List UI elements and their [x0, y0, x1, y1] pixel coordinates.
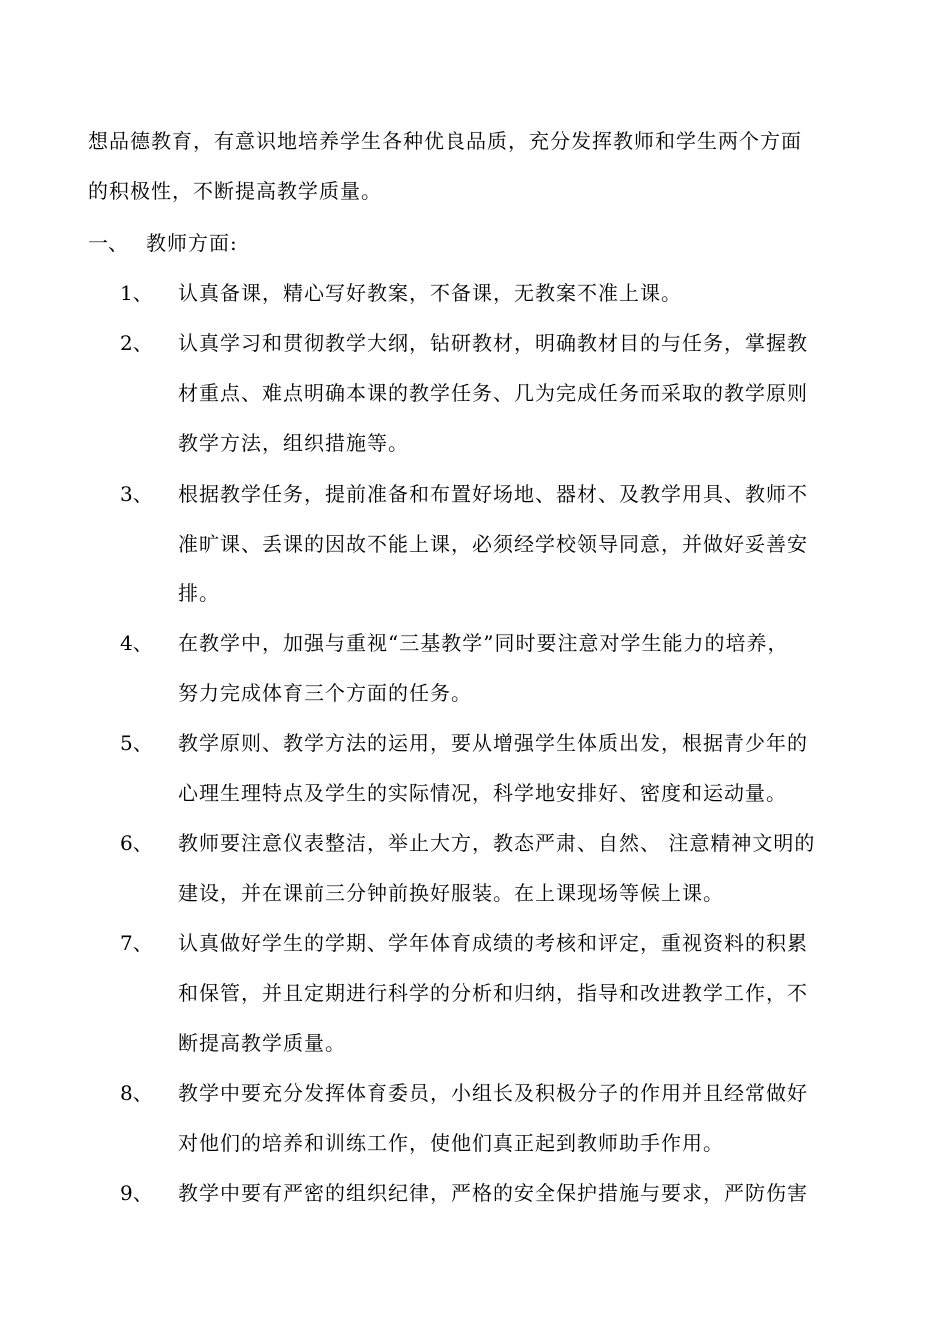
item-number: 2、	[120, 331, 153, 355]
item-number: 1、	[120, 281, 153, 305]
item-line: 对他们的培养和训练工作，使他们真正起到教师助手作用。	[178, 1131, 724, 1155]
item-number: 5、	[120, 731, 153, 755]
item-line: 准旷课、丢课的因故不能上课，必须经学校领导同意，并做好妥善安	[178, 532, 808, 556]
intro-line-2: 的积极性，不断提高教学质量。	[88, 179, 382, 203]
item-line: 和保管，并且定期进行科学的分析和归纳，指导和改进教学工作，不	[178, 981, 808, 1005]
item-number: 8、	[120, 1081, 153, 1105]
item-line: 认真学习和贯彻教学大纲，钻研教材，明确教材目的与任务，掌握教	[178, 331, 808, 355]
item-line: 材重点、难点明确本课的教学任务、几为完成任务而采取的教学原则	[178, 381, 808, 405]
item-line: 根据教学任务，提前准备和布置好场地、器材、及教学用具、教师不	[178, 482, 808, 506]
section-title: 教师方面:	[146, 231, 238, 255]
item-line: 在教学中，加强与重视“三基教学”同时要注意对学生能力的培养，	[178, 631, 789, 655]
item-line: 排。	[178, 581, 220, 605]
item-line: 教学中要有严密的组织纪律，严格的安全保护措施与要求，严防伤害	[178, 1181, 808, 1205]
item-number: 7、	[120, 931, 153, 955]
item-line: 认真备课，精心写好教案，不备课，无教案不准上课。	[178, 281, 682, 305]
item-number: 9、	[120, 1181, 153, 1205]
item-line: 教学原则、教学方法的运用，要从增强学生体质出发，根据青少年的	[178, 731, 808, 755]
item-number: 4、	[120, 631, 153, 655]
item-line: 认真做好学生的学期、学年体育成绩的考核和评定，重视资料的积累	[178, 931, 808, 955]
intro-line-1: 想品德教育，有意识地培养学生各种优良品质，充分发挥教师和学生两个方面	[88, 129, 802, 153]
item-line: 教学中要充分发挥体育委员，小组长及积极分子的作用并且经常做好	[178, 1081, 808, 1105]
item-line: 教师要注意仪表整洁，举止大方，教态严肃、自然、 注意精神文明的	[178, 831, 816, 855]
item-line: 断提高教学质量。	[178, 1031, 346, 1055]
item-number: 6、	[120, 831, 153, 855]
item-line: 建设，并在课前三分钟前换好服装。在上课现场等候上课。	[178, 881, 724, 905]
section-number: 一、	[88, 231, 128, 255]
item-line: 心理生理特点及学生的实际情况，科学地安排好、密度和运动量。	[178, 781, 787, 805]
item-number: 3、	[120, 482, 153, 506]
item-line: 教学方法，组织措施等。	[178, 431, 409, 455]
item-line: 努力完成体育三个方面的任务。	[178, 681, 472, 705]
